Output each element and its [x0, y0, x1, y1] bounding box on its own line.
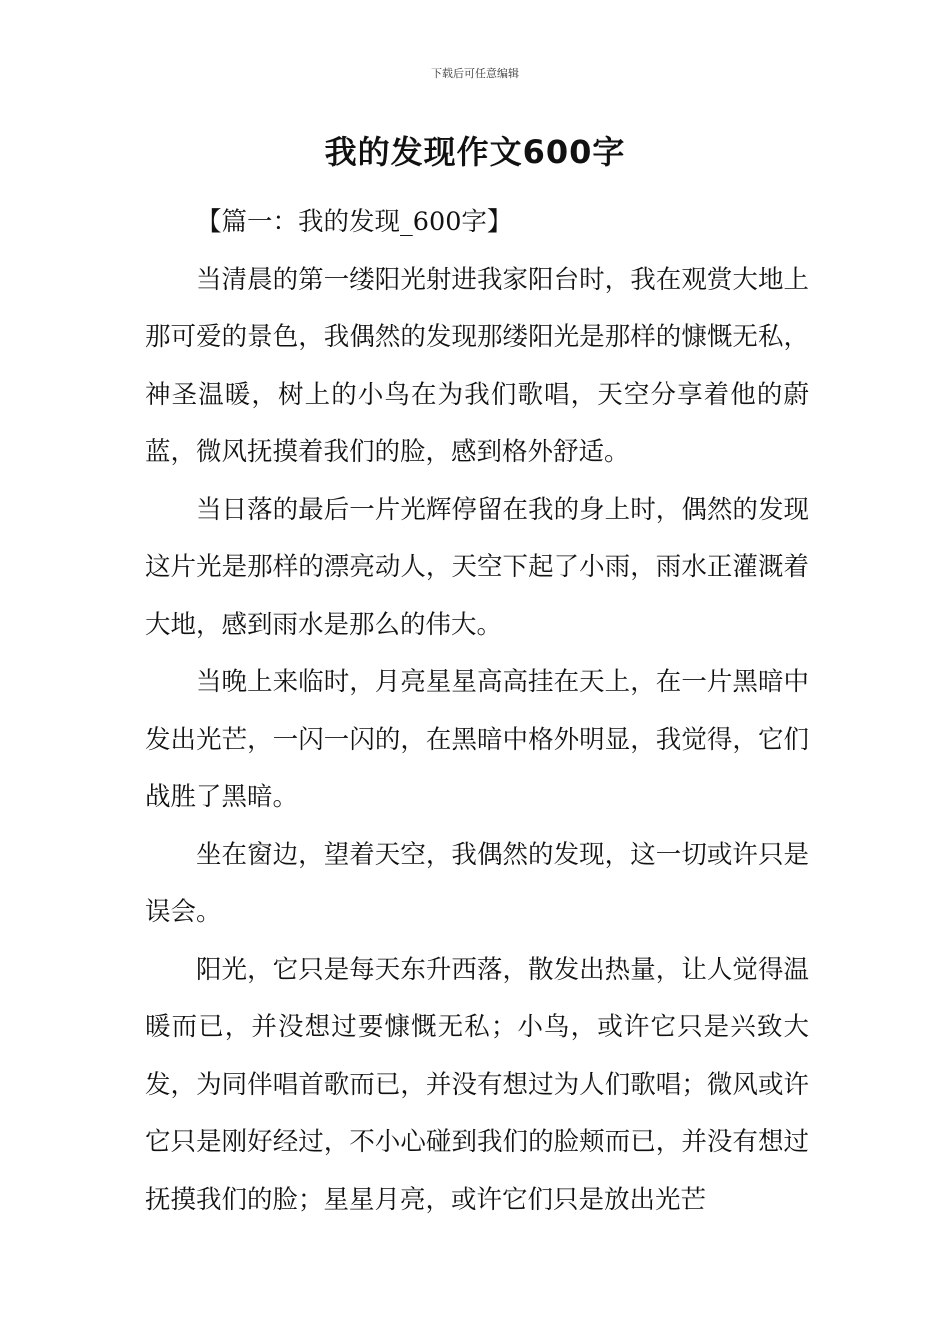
- paragraph: 当清晨的第一缕阳光射进我家阳台时，我在观赏大地上那可爱的景色，我偶然的发现那缕阳光是那样的慷慨无私，神圣温暖，树上的小鸟在为我们歌唱，天空分享着他的蔚蓝，微风抚摸着我们的脸，感到格外舒适。: [145, 264, 809, 467]
- header-note: 下载后可任意编辑: [431, 67, 519, 80]
- paragraph: 坐在窗边，望着天空，我偶然的发现，这一切或许只是误会。: [145, 839, 809, 927]
- paragraph: 当日落的最后一片光辉停留在我的身上时，偶然的发现这片光是那样的漂亮动人，天空下起了小雨，雨水正灌溉着大地，感到雨水是那么的伟大。: [145, 494, 809, 640]
- document-title: 我的发现作文600字: [324, 133, 626, 171]
- document-body: [145, 194, 809, 1229]
- paragraph: 阳光，它只是每天东升西落，散发出热量，让人觉得温暖而已，并没想过要慷慨无私；小鸟，或许它只是兴致大发，为同伴唱首歌而已，并没有想过为人们歌唱；微风或许它只是刚好经过，不小心碰到我们的脸颊而已，并没有想过抚摸我们的脸；星星月亮，或许它们只是放出光芒: [145, 954, 809, 1215]
- paragraph: 当晚上来临时，月亮星星高高挂在天上，在一片黑暗中发出光芒，一闪一闪的，在黑暗中格外明显，我觉得，它们战胜了黑暗。: [145, 667, 809, 812]
- section-heading: 【篇一：我的发现_600字】: [196, 207, 513, 237]
